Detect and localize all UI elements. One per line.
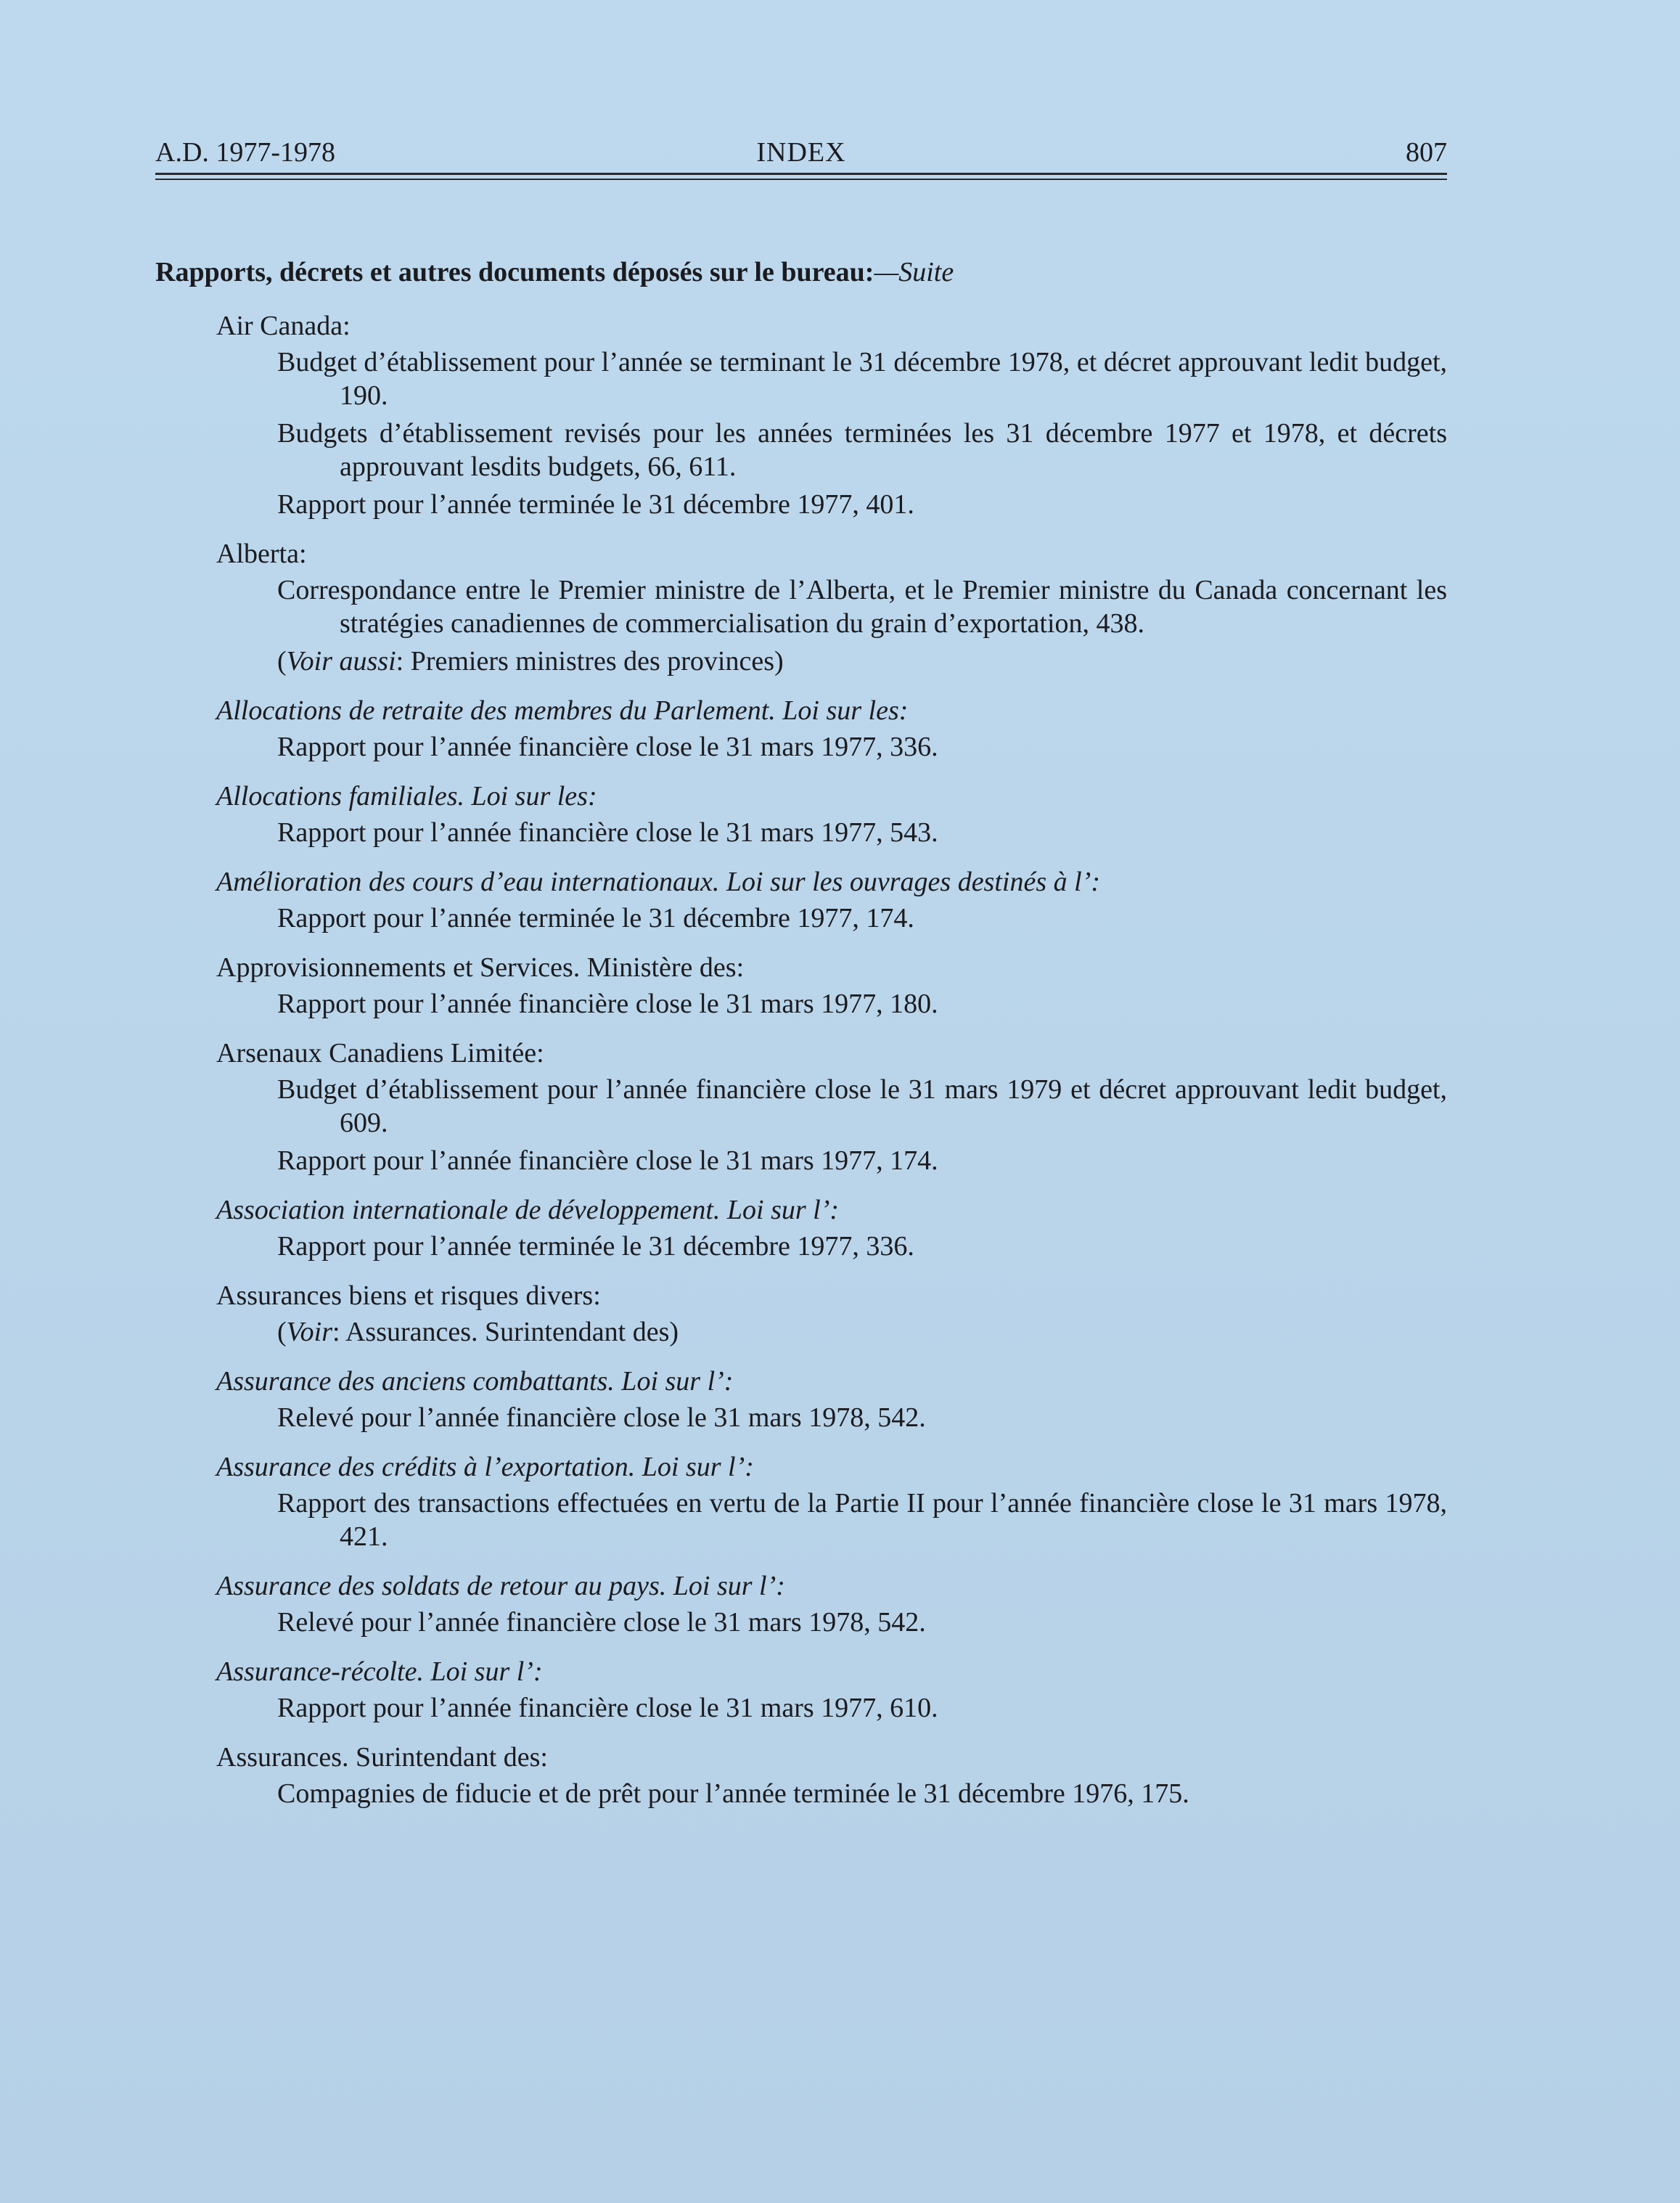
entry-heading: Association internationale de développement. Loi sur l’: xyxy=(216,1195,840,1225)
index-entry-association-internationale xyxy=(155,1193,1447,1263)
index-entry-allocations-familiales xyxy=(155,780,1447,849)
entry-subitem: Budget d’établissement pour l’année financière close le 31 mars 1979 et décret approuvant ledit budget, 609. xyxy=(277,1074,1447,1138)
entry-heading: Air Canada: xyxy=(216,311,351,341)
entry-subitem: Rapport pour l’année financière close le 31 mars 1977, 180. xyxy=(277,989,938,1019)
index-entry-allocations-retraite xyxy=(155,694,1447,764)
see-label: Voir xyxy=(286,1317,333,1347)
entry-subitem: Compagnies de fiducie et de prêt pour l’année terminée le 31 décembre 1976, 175. xyxy=(277,1778,1189,1809)
see-also-label: Voir aussi xyxy=(286,646,396,677)
entry-see xyxy=(216,1315,1447,1349)
index-entry-air-canada xyxy=(155,309,1447,521)
entry-heading: Assurance des soldats de retour au pays. Loi sur l’: xyxy=(216,1571,785,1601)
entry-heading: Assurance des anciens combattants. Loi sur l’: xyxy=(216,1366,734,1397)
entry-heading: Assurances. Surintendant des: xyxy=(216,1742,548,1773)
entry-heading: Amélioration des cours d’eau internationaux. Loi sur les ouvrages destinés à l’: xyxy=(216,867,1100,897)
entry-heading: Arsenaux Canadiens Limitée: xyxy=(216,1038,544,1068)
entry-subitem: Rapport pour l’année financière close le 31 mars 1977, 336. xyxy=(277,732,938,762)
entry-subitem: Rapport pour l’année terminée le 31 décembre 1977, 401. xyxy=(277,489,914,520)
see-also-open: ( xyxy=(277,646,287,677)
header-rule-top xyxy=(155,173,1447,175)
section-title xyxy=(155,256,1447,289)
section-suffix: —Suite xyxy=(874,257,954,287)
index-entry-approvisionnements xyxy=(155,951,1447,1021)
header-years: A.D. 1977-1978 xyxy=(155,137,336,168)
page-number: 807 xyxy=(1406,137,1447,168)
entry-subitem: Rapport pour l’année financière close le 31 mars 1977, 610. xyxy=(277,1693,938,1723)
entry-subitem: Budget d’établissement pour l’année se terminant le 31 décembre 1978, et décret approuvant ledit budget, 190. xyxy=(277,347,1447,411)
entry-heading: Assurances biens et risques divers: xyxy=(216,1280,601,1311)
entry-heading: Approvisionnements et Services. Ministère des: xyxy=(216,952,745,983)
entry-subitem: Rapport pour l’année financière close le 31 mars 1977, 543. xyxy=(277,817,938,848)
section-title-text: Rapports, décrets et autres documents déposés sur le bureau: xyxy=(155,257,874,287)
entry-subitem: Budgets d’établissement revisés pour les années terminées les 31 décembre 1977 et 1978, et décrets approuvant lesdits budgets, 66, 611. xyxy=(277,418,1447,482)
entry-subitem: Rapport pour l’année terminée le 31 décembre 1977, 174. xyxy=(277,903,914,933)
index-content xyxy=(155,256,1447,1826)
header-rule-bottom xyxy=(155,179,1447,180)
running-head xyxy=(155,131,1447,174)
see-also-text: : Premiers ministres des provinces) xyxy=(396,646,784,677)
index-entry-assurances-surintendant xyxy=(155,1741,1447,1810)
index-entry-assurance-credits-exportation xyxy=(155,1450,1447,1553)
see-open: ( xyxy=(277,1317,287,1347)
index-entry-alberta xyxy=(155,537,1447,678)
entry-heading: Allocations familiales. Loi sur les: xyxy=(216,781,597,812)
entry-subitem: Rapport pour l’année terminée le 31 décembre 1977, 336. xyxy=(277,1231,914,1262)
entry-subitem: Rapport des transactions effectuées en vertu de la Partie II pour l’année financière close le 31 mars 1978, 421. xyxy=(277,1488,1447,1552)
entry-heading: Assurance des crédits à l’exportation. Loi sur l’: xyxy=(216,1452,754,1482)
header-title: INDEX xyxy=(756,137,846,168)
index-entry-assurance-soldats xyxy=(155,1569,1447,1639)
entry-subitem: Rapport pour l’année financière close le 31 mars 1977, 174. xyxy=(277,1145,938,1176)
index-entry-assurances-biens xyxy=(155,1279,1447,1349)
index-entry-amelioration-cours-eau xyxy=(155,865,1447,935)
entry-see-also xyxy=(216,645,1447,678)
entry-subitem: Relevé pour l’année financière close le 31 mars 1978, 542. xyxy=(277,1402,926,1433)
entry-subitem: Correspondance entre le Premier ministre de l’Alberta, et le Premier ministre du Canada concernant les stratégies canadiennes de commercialisation du grain d’exportation, 438. xyxy=(277,575,1447,639)
entry-subitem: Relevé pour l’année financière close le 31 mars 1978, 542. xyxy=(277,1607,926,1638)
index-entry-assurance-anciens-combattants xyxy=(155,1365,1447,1434)
see-text: : Assurances. Surintendant des) xyxy=(332,1317,679,1347)
entry-heading: Alberta: xyxy=(216,539,307,569)
index-entry-assurance-recolte xyxy=(155,1655,1447,1725)
index-entry-arsenaux-canadiens xyxy=(155,1037,1447,1177)
entry-heading: Allocations de retraite des membres du Parlement. Loi sur les: xyxy=(216,695,909,726)
entry-heading: Assurance-récolte. Loi sur l’: xyxy=(216,1656,543,1687)
